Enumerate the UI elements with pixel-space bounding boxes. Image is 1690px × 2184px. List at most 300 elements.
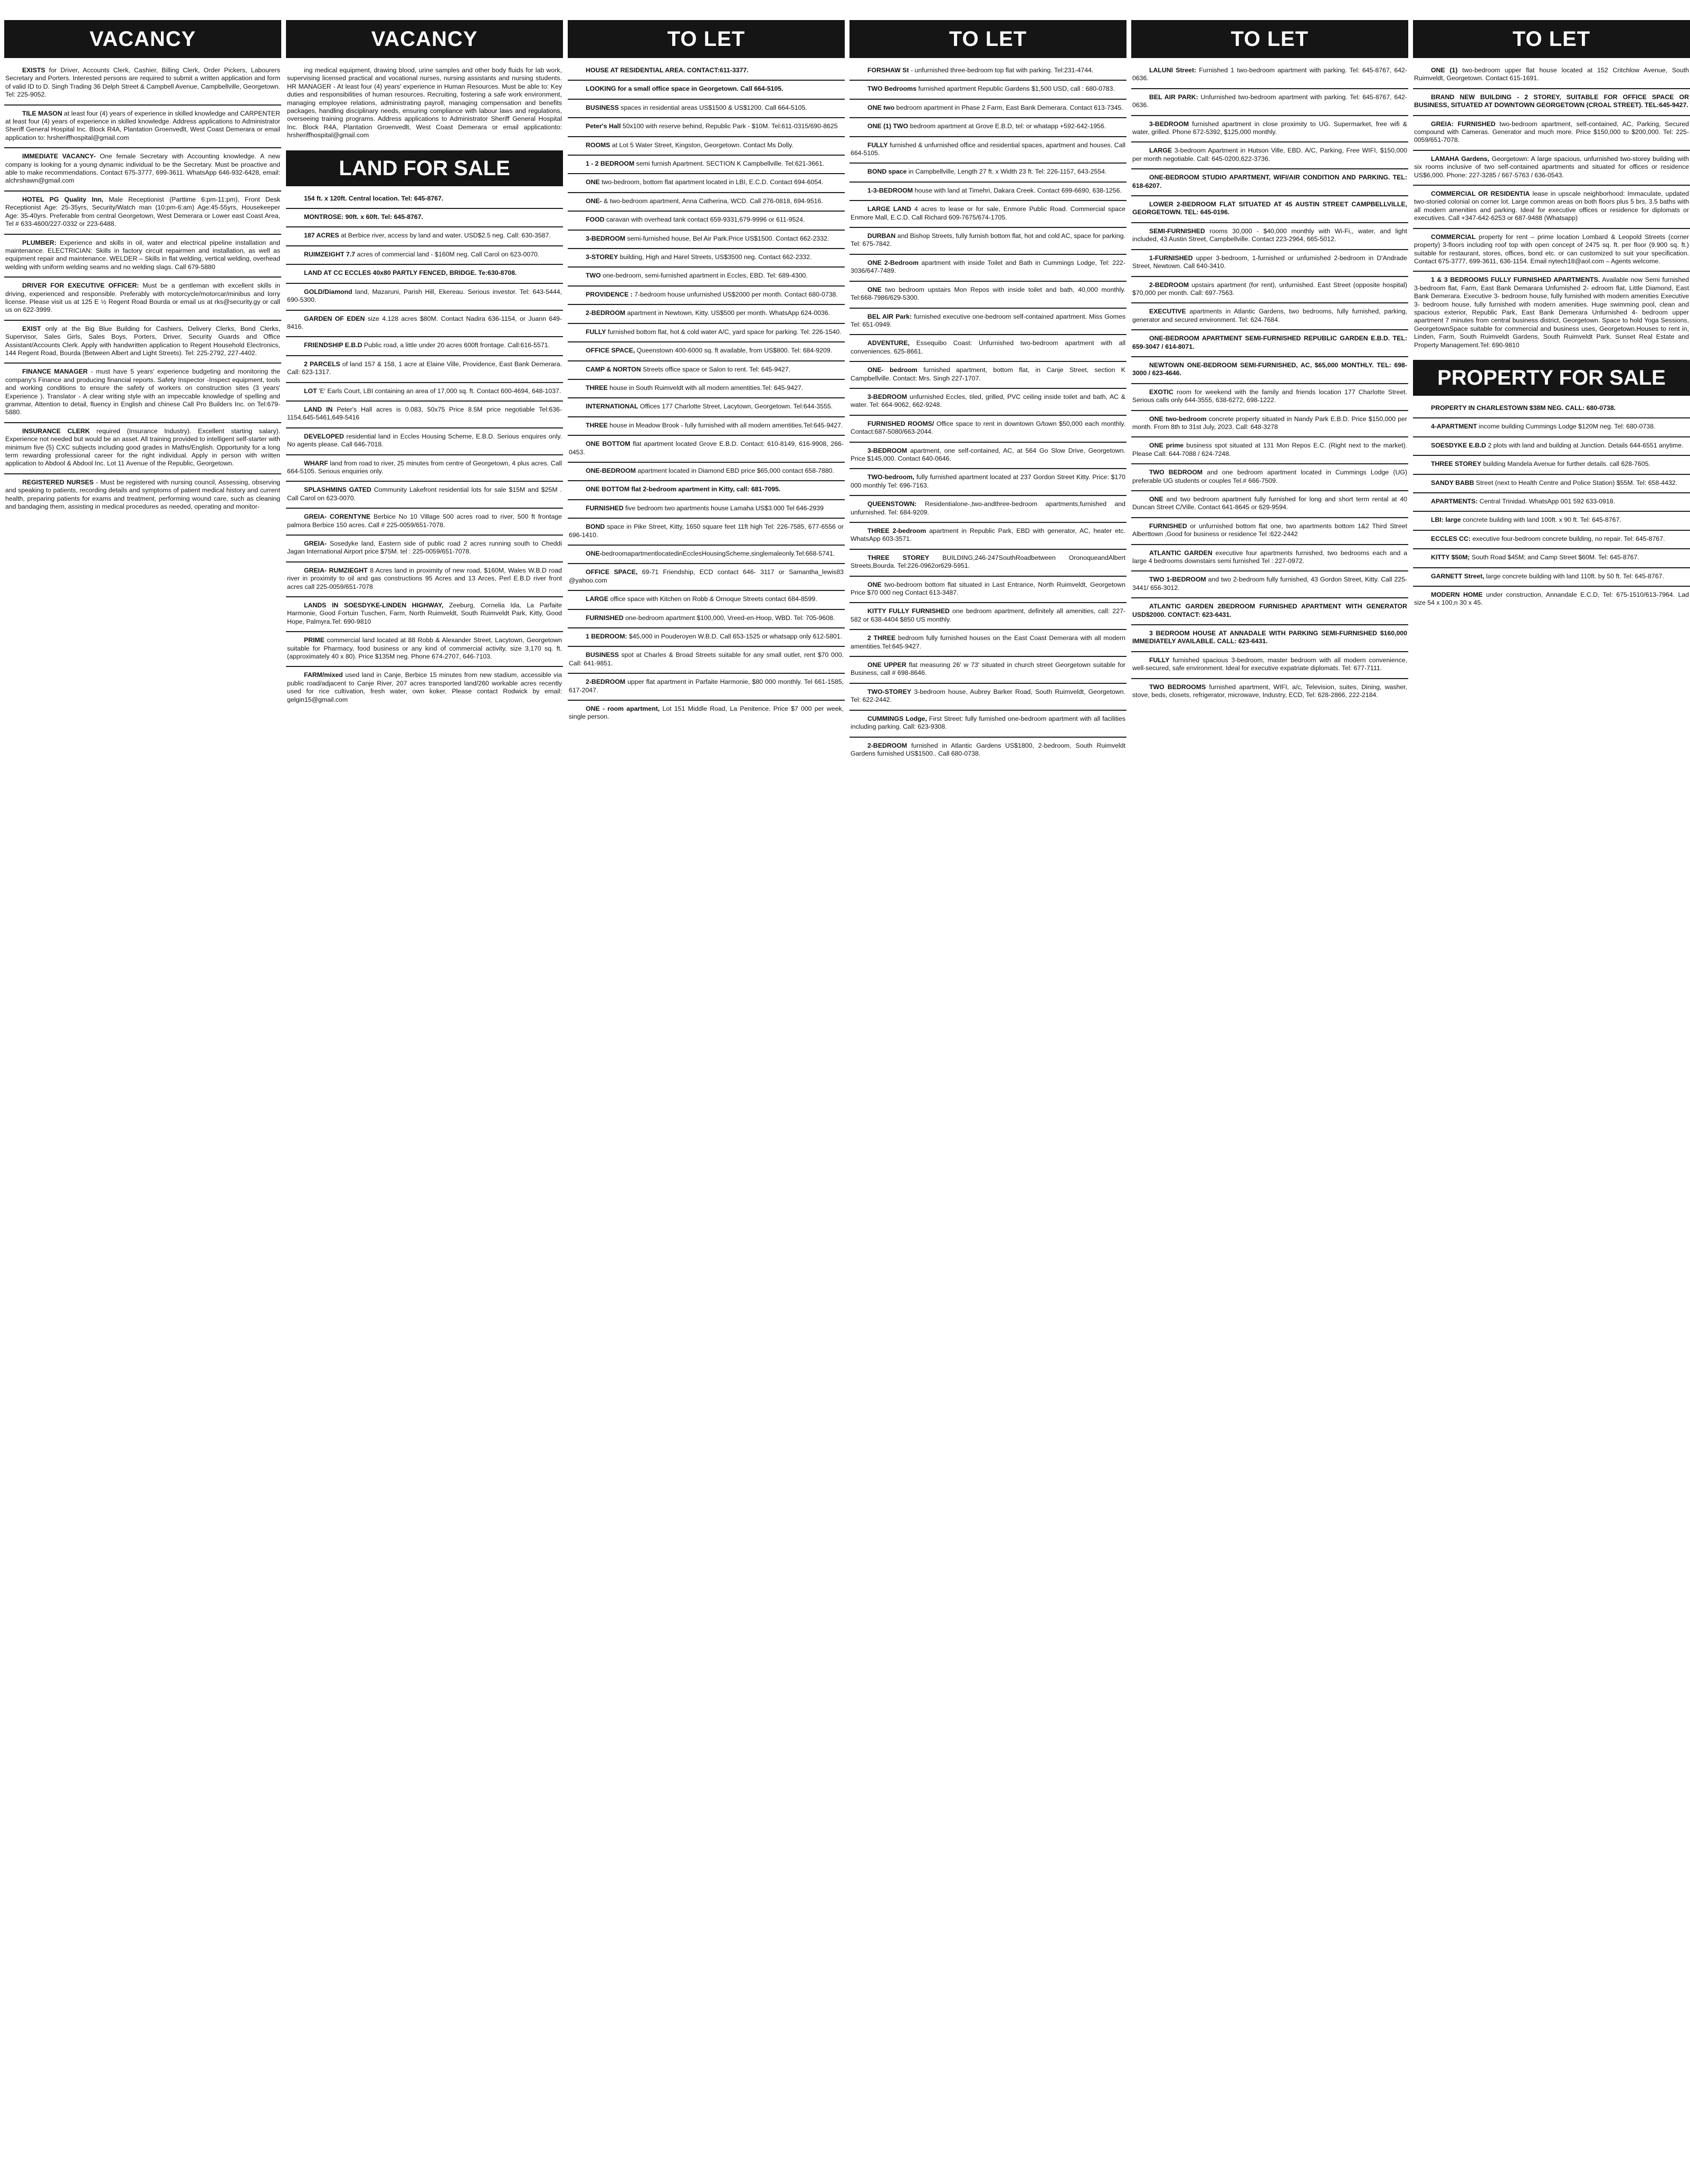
ad-lead: ONE-: [586, 197, 602, 205]
ad-list: [1413, 400, 1690, 613]
ad-lead: THREE STOREY: [1431, 460, 1482, 468]
classified-ad: [568, 417, 845, 436]
ad-lead: ADVENTURE,: [867, 339, 910, 347]
ad-lead: 187 ACRES: [304, 232, 339, 240]
column-header: TO LET: [1413, 20, 1690, 58]
ad-text: 2 plots with land and building at Junction. Details 644-6551 anytime.: [1486, 441, 1684, 449]
ad-text: Unfurnished two-bedroom apartment with parking. Tel: 645-8767, 642-0636.: [1132, 93, 1407, 109]
ad-lead: RUIMZEIGHT 7.7: [304, 250, 356, 258]
ad-lead: ATLANTIC GARDEN 2BEDROOM FURNISHED APARTMENT WITH GENERATOR USD$2000. CONTACT: 623-6431.: [1132, 603, 1407, 618]
ad-lead: THREE: [586, 421, 608, 429]
ad-lead: TWO: [586, 272, 601, 280]
ad-text: 7-bedroom house unfurnished US$2000 per month. Contact 680-0738.: [632, 290, 838, 298]
ad-text: for Driver, Accounts Clerk, Cashier, Billing Clerk, Order Pickers, Labourers Secretary and Porters. Interested persons are required to submit a written application and form of valid ID to D. Singh Trading 36 Delph Street & Campbell Avenue, Campbellville, Georgetown. Tel: 225-9052.: [5, 66, 280, 99]
classified-ad: [568, 674, 845, 701]
classified-ad: [568, 174, 845, 193]
ad-lead: 1-3-BEDROOM: [867, 186, 913, 194]
classified-ad: [849, 443, 1126, 470]
classified-ad: [1413, 62, 1690, 89]
ad-lead: 154 ft. x 120ft. Central location. Tel: 645-8767.: [304, 194, 444, 202]
classified-ad: [849, 389, 1126, 416]
ad-lead: COMMERCIAL: [1431, 233, 1476, 241]
classified-ad: [849, 603, 1126, 630]
ad-lead: CAMP & NORTON: [586, 365, 641, 373]
column-3: [568, 20, 845, 2184]
ad-text: at Berbice river, access by land and water. USD$2.5 neg. Call: 630-3587.: [339, 232, 551, 240]
ad-lead: EXECUTIVE: [1149, 308, 1186, 316]
ad-lead: TWO BEDROOM: [1149, 469, 1203, 476]
classified-ad: [286, 190, 563, 209]
classified-ad: [286, 246, 563, 265]
ad-text: apartment, one self-contained, AC, at 564 Go Slow Drive, Georgetown. Price $145,000. Contact 640-0646.: [851, 446, 1125, 462]
classified-ad: [286, 562, 563, 597]
ad-text: space in Pike Street, Kitty, 1650 square feet 11ft high Tel: 226-7585, 677-6556 or 696-1410.: [569, 523, 844, 539]
classified-ad: [1413, 418, 1690, 437]
ad-lead: EXOTIC: [1149, 388, 1173, 396]
ad-text: unfurnished Eccles, tiled, grilled, PVC ceiling inside toilet and bath, AC & water. Tel: 664-9062, 662-9248.: [851, 393, 1125, 409]
ad-text: furnished apartment, WIFI, a/c, Television, suites, Dining, washer, stove, beds, closets, refrigerator, microwave, Industry, ECD, Tel: 628-2866, 222-2184.: [1132, 683, 1407, 699]
ad-lead: FURNISHED ROOMS/: [867, 419, 934, 427]
ad-text: building, High and Harel Streets, US$3500 neg. Contact 662-2332.: [618, 253, 812, 261]
ad-lead: BEL AIR PARK:: [1149, 93, 1198, 101]
ad-lead: 3-STOREY: [586, 253, 618, 261]
classified-ad: [286, 284, 563, 311]
ad-lead: DEVELOPED: [304, 432, 344, 440]
ad-text: two-bedroom, bottom flat apartment located in LBI, E.C.D. Contact 694-6054.: [599, 178, 824, 186]
classified-ad: [1413, 512, 1690, 530]
ad-lead: IMMEDIATE VACANCY-: [22, 152, 96, 160]
classified-ad: [849, 62, 1126, 81]
ad-text: and two bedroom apartment fully furnished for long and short term rental at 40 Duncan Street C/Ville. Contact 641-8645 or 629-9594.: [1132, 495, 1407, 511]
ad-text: 3-bedroom house, Aubrey Barker Road, South Ruimveldt, Georgetown. Tel: 622-2442.: [851, 688, 1125, 704]
ad-lead: THREE STOREY: [867, 554, 930, 561]
ad-lead: ONE two: [867, 103, 895, 111]
ad-text: rooms 30,000 - $40,000 monthly with Wi-Fi,, water, and light included, 43 Austin Street, Campbellville. Contact 223-2964, 665-5012.: [1132, 227, 1407, 243]
ad-lead: LANDS IN SOESDYKE-LINDEN HIGHWAY,: [304, 602, 444, 609]
ad-lead: THREE: [586, 384, 608, 392]
classified-ad: [568, 398, 845, 417]
ad-lead: GREIA- RUMZIEGHT: [304, 566, 368, 574]
ad-lead: LARGE: [586, 595, 609, 603]
classified-ad: [1131, 142, 1408, 169]
ad-text: apartment with inside Toilet and Bath in Cummings Lodge, Tel: 222-3036/647-7489.: [851, 259, 1125, 275]
ad-list: [1131, 62, 1408, 705]
ad-lead: EXIST: [22, 325, 41, 332]
classified-ad: [849, 228, 1126, 255]
ad-lead: 2 THREE: [867, 634, 896, 642]
ad-text: Available now Semi furnished 3-bedroom flat, Farm, East Bank Demarara Unfurnished 2- edroom flat, Little Diamond, East Bank Demerara. Executive 3- bedroom house, fully furnished with modern amenities Executive 3- bedroom house, fully furnished with modern amenities. Huge swimming pool, clean and spacious exterior, Republic Park, East Bank Demerara Unfurnished 4- bedroom upper apartment 7 minutes from central business district, Georgetown. Space to hold Yoga Sessions, GeorgetownSpace suitable for commercial and business uses, Georgetown.Houses to rent in, Linden, Farm, South Ruimveldt Gardens, South Ruimveldt Park. Sunset Real Estate and Property Management.Tel: 690-9810: [1414, 276, 1689, 349]
ad-lead: ONE- bedroom: [867, 366, 918, 374]
ad-text: South Road $45M; and Camp Street $60M. Tel: 645-8767.: [1469, 554, 1639, 561]
classified-ad: [286, 667, 563, 709]
ad-text: Streets office space or Salon to rent. Tel: 645-9427.: [641, 365, 790, 373]
ad-text: under construction, Annandale E.C.D, Tel: 675-1510/613-7964. Lad size 54 x 100,n 30 x 45.: [1414, 591, 1689, 607]
ad-lead: 2 PARCELS: [304, 360, 340, 368]
classified-ad: [1131, 491, 1408, 518]
ad-text: lease in upscale neighborhood: Immaculate, updated two-storied colonial on corner lot. Large common areas on both floors plus 5 brs, 3.5 baths with all modern amenities and parking. Ideal for executive offices or residence for diplomats or executives. Call +347-642-6253 or 687-9488 (Whatsapp): [1414, 190, 1689, 222]
ad-text: 69-71 Friendship, ECD contact 646- 3117 or Samantha_lewis83 @yahoo.com: [569, 568, 844, 584]
classified-ad: [1413, 437, 1690, 456]
ad-text: Georgetown: A large spacious, unfurnished two-storey building with six rooms inclusive of two self-contained apartments and situated for offices or residence US$6,000. Phone: 227-3285 / 667-5763 / 636-0543.: [1414, 155, 1689, 179]
ad-lead: ONE-BEDROOM: [586, 466, 636, 474]
ad-text: Furnished 1 two-bedroom apartment with parking. Tel: 645-8767, 642-0636.: [1132, 66, 1407, 82]
ad-lead: MODERN HOME: [1431, 591, 1483, 599]
ad-text: First Street: fully furnished one-bedroom apartment with all facilities including parking. Call: 623-9308.: [851, 714, 1126, 731]
classified-ad: [568, 647, 845, 674]
ad-text: Sosedyke land, Eastern side of public road 2 acres running south to Cheddi Jagan International Airport price $75M. tel : 225-0059/651-7078.: [287, 540, 562, 556]
classified-ad: [849, 657, 1126, 684]
classified-ad: [1413, 456, 1690, 474]
classified-ad: [568, 156, 845, 174]
classified-ad: [4, 62, 281, 106]
ad-text: furnished executive one-bedroom self-contained apartment. Miss Gomes Tel: 651-0949.: [851, 312, 1125, 328]
classified-ad: [568, 118, 845, 137]
ad-lead: TWO 1-BEDROOM: [1149, 576, 1206, 584]
classified-ad: [1413, 568, 1690, 587]
ad-text: Public road, a little under 20 acres 600ft frontage. Call:616-5571.: [362, 341, 550, 349]
ad-text: Berbice No 10 Village 500 acres road to river, 500 ft frontage palmora Berbice 150 acres. Call # 225-0059/651-7078.: [287, 513, 562, 529]
ad-lead: 3 BEDROOM HOUSE AT ANNADALE WITH PARKING SEMI-FURNISHED $160,000 IMMEDIATELY AVAILABLE. CALL: 623-6431.: [1132, 630, 1407, 645]
ad-text: $45,000 in Pouderoyen W.B.D. Call 653-1525 or whatsapp only 612-5801.: [627, 633, 843, 640]
classified-ad: [849, 137, 1126, 164]
classified-ad: [849, 711, 1126, 738]
ad-lead: GARDEN OF EDEN: [304, 314, 365, 322]
ad-text: Street (next to Health Centre and Police Station) $55M. Tel: 658-4432.: [1474, 479, 1678, 487]
ad-text: furnished apartment, bottom flat, in Canje Street, section K Campbellville. Contact: Mrs. Singh 227-1707.: [851, 366, 1126, 382]
classified-ad: [1131, 652, 1408, 679]
ad-lead: OFFICE SPACE,: [586, 347, 635, 355]
classified-ad: [849, 523, 1126, 550]
ad-lead: 1 - 2 BEDROOM: [586, 160, 635, 168]
ad-text: furnished spacious 3-bedroom, master bedroom with all modern convenience, well-secured, safe environment. Ideal for executive expatriate diplomats. Tel: 677-7111.: [1132, 656, 1407, 672]
ad-lead: 3-BEDROOM: [867, 446, 908, 454]
ad-lead: SEMI-FURNISHED: [1149, 227, 1205, 235]
ad-lead: BOND: [586, 523, 605, 531]
ad-lead: COMMERCIAL OR RESIDENTIA: [1431, 190, 1530, 198]
classified-ad: [849, 496, 1126, 523]
classified-ad: [568, 100, 845, 118]
classified-ad: [568, 231, 845, 249]
classified-ad: [568, 342, 845, 361]
ad-text: furnished apartment in close proximity to UG. Supermarket, free wifi & water, grilled. Phone 672-5392, $125,000 monthly.: [1132, 120, 1407, 136]
ad-lead: INSURANCE CLERK: [22, 427, 90, 435]
ad-text: upper 3-bedroom, 1-furnished or unfurnished 2-bedroom in D'Andrade Street, Newtown. Call 640-3410.: [1132, 254, 1407, 270]
ad-lead: LOWER 2-BEDROOM FLAT SITUATED AT 45 AUSTIN STREET CAMPBELLVILLE, GEORGETOWN. TEL: 645-0196.: [1132, 201, 1407, 216]
ad-lead: BUSINESS: [586, 103, 619, 111]
classified-ad: [849, 738, 1126, 764]
ad-text: acres of commercial land - $160M neg. Call Carol on 623-0070.: [355, 250, 540, 258]
ad-text: concrete property situated in Nandy Park E.B.D. Price $150,000 per month. From 8th to 31st July, 2023. Call: 648-3278: [1132, 415, 1407, 431]
classified-ad: [1131, 598, 1408, 625]
classified-ad: [568, 249, 845, 268]
classified-ad: [568, 137, 845, 156]
ad-text: apartments in Atlantic Gardens, two bedrooms, fully furnished, parking, generator and secured environment. Tel: 624-7684.: [1132, 308, 1407, 323]
classified-ad: [849, 684, 1126, 711]
classified-ad: [1413, 116, 1690, 151]
classified-ad: [1131, 625, 1408, 652]
ad-text: furnished bottom flat, hot & cold water A/C, yard space for parking. Tel: 226-1540.: [606, 328, 842, 336]
classified-ad: [1413, 272, 1690, 355]
ad-lead: FULLY: [1149, 656, 1170, 664]
ad-lead: SOESDYKE E.B.D: [1431, 441, 1486, 449]
classified-ad: [286, 428, 563, 455]
classified-ad: [568, 564, 845, 591]
ad-text: size 4.128 acres $80M. Contact Nadira 636-1154, or Juann 649-8416.: [287, 314, 562, 330]
ad-text: house with land at Timehri, Dakara Creek. Contact 699-6690, 638-1256.: [913, 186, 1122, 194]
ad-text: spaces in residential areas US$1500 & US$1200. Call 664-5105.: [618, 103, 807, 111]
ad-lead: ONE (1): [1431, 66, 1458, 74]
classified-ad: [568, 361, 845, 380]
ad-text: Must be a gentleman with excellent skills in driving, experienced and responsible. Preferably with motorcycle/motorcar/minibus and lorry license. Please visit us at 125 E ½ Regent Road Bourda or email us at rks@security.gy or call us on 622-3999.: [5, 282, 280, 314]
classified-ad: [1131, 169, 1408, 196]
ad-lead: ONE UPPER: [867, 661, 906, 669]
classified-ad: [568, 436, 845, 463]
ad-text: business spot situated at 131 Mon Repos E.C. (Right next to the market). Please Call: 644-7088 / 624-7248.: [1132, 442, 1407, 457]
classified-ad: [1131, 250, 1408, 277]
ad-lead: LOOKING for a small office space in Georgetown. Call 664-5105.: [586, 85, 784, 93]
classified-ad: [1413, 229, 1690, 272]
ad-text: Central Trinidad. WhatsApp 001 592 633-0918.: [1477, 498, 1616, 505]
ad-lead: ONE (1) TWO: [867, 122, 909, 130]
ad-text: large concrete building with land 110ft. by 50 ft. Tel: 645-8767.: [1484, 572, 1664, 580]
ad-lead: LAND IN: [304, 405, 333, 413]
ad-text: Offices 177 Charlotte Street, Lacytown, Georgetown. Tel:644-3555.: [638, 403, 833, 411]
ad-lead: LARGE LAND: [867, 205, 912, 213]
column-header: VACANCY: [4, 20, 281, 58]
classified-ad: [849, 362, 1126, 389]
ad-lead: WHARF: [304, 459, 328, 467]
classified-ad: [568, 324, 845, 342]
classified-ad: [286, 209, 563, 227]
ad-text: Peter's Hall acres is 0.083, 50x75 Price 8.5M price negotiable Tel:636-1154,645-5461,649-5416: [287, 405, 562, 422]
ad-lead: HOTEL PG Quality Inn,: [22, 195, 103, 203]
ad-text: room for weekend with the family and friends location 177 Charlotte Street. Serious calls only 644-3555, 638-6272, 698-1222.: [1132, 388, 1407, 404]
column-1: [4, 20, 281, 2184]
classified-ad: [849, 335, 1126, 362]
ad-lead: INTERNATIONAL: [586, 403, 638, 411]
ad-lead: ATLANTIC GARDEN: [1149, 549, 1212, 557]
ad-lead: THREE 2-bedroom: [867, 527, 927, 535]
ad-text: flat apartment located Grove E.B.D. Contact: 610-8149, 616-9908, 266-0453.: [569, 440, 844, 456]
ad-lead: QUEENSTOWN:: [867, 500, 917, 508]
ad-text: only at the Big Blue Building for Cashiers, Delivery Clerks, Bond Clerks, Supervisor, Sales Girls, Sales Boys, Porters, Driver, Security Guards and Office Assistant/Accounts Clerk. Apply with handwritten application to Regent Household Electronics, 144 Regent Road, Bourda (Between Albert and Light Streets). Tel: 225-2792, 227-4402.: [5, 325, 280, 357]
ad-lead: 2-BEDROOM: [586, 678, 626, 686]
ad-lead: REGISTERED NURSES: [22, 478, 94, 486]
ad-lead: FRIENDSHIP E.B.D: [304, 341, 362, 349]
ad-text: Experience and skills in oil, water and electrical pipeline installation and maintenance. ELECTRICIAN: Skills in factory circuit repairmen and installation, as well as equipment repair and maintenance. WELDER – Skills in flat welding, vertical welding, overhead welding with uniform welding seams and no welding slags. Call 679-5880: [5, 239, 280, 271]
ad-lead: TWO BEDROOMS: [1149, 683, 1206, 691]
ad-text: one bedroom apartment, definitely all amenities, call: 227-582 or 638-4404 $850 US monthly.: [851, 607, 1125, 623]
ad-lead: CUMMINGS Lodge,: [867, 714, 927, 722]
classified-ad: [286, 632, 563, 667]
column-6: [1413, 20, 1690, 2184]
ad-lead: ROOMS: [586, 141, 610, 149]
classified-ad: [1131, 116, 1408, 143]
ad-text: One female Secretary with Accounting knowledge. A new company is looking for a young dynamic individual to be the Secretary. Must be proactive and able to make recommendations. Contact 675-3777, 699-3611. WhatsApp 646-932-6428, email: alchrshawn@gmail.com: [5, 152, 280, 185]
classified-ad: [286, 227, 563, 246]
ad-lead: BOND space: [867, 168, 907, 176]
ad-lead: 4-APARTMENT: [1431, 423, 1477, 431]
ad-lead: 3-BEDROOM: [586, 234, 626, 242]
column-header: TO LET: [1131, 20, 1408, 58]
ad-text: and one bedroom apartment located in Cummings Lodge (UG) preferable UG students or couples Tel.# 666-7509.: [1132, 469, 1407, 484]
ad-lead: EXISTS: [22, 66, 45, 74]
ad-list: [286, 190, 563, 709]
classified-ad: [1413, 531, 1690, 549]
classified-ad: [849, 100, 1126, 118]
ad-lead: ONE two-bedroom: [1149, 415, 1207, 423]
ad-text: house in South Ruimveldt with all modern amentities.Tel: 645-9427.: [607, 384, 804, 392]
classified-ad: [568, 500, 845, 519]
ad-lead: 3-BEDROOM: [867, 393, 908, 400]
ad-text: executive four apartments furnished, two bedrooms each and a large 4 bedrooms downstairs semi furnished Tel : 227-0972.: [1132, 549, 1407, 565]
ad-lead: SANDY BABB: [1431, 479, 1474, 487]
classified-ad: [568, 519, 845, 546]
ad-lead: ONE-BEDROOM STUDIO APARTMENT, WIFI/AIR CONDITION AND PARKING. TEL: 618-6207.: [1132, 174, 1407, 189]
classified-ad: [1413, 475, 1690, 493]
classified-ad: [1131, 571, 1408, 598]
ad-text: residential land in Eccles Housing Scheme, E.B.D. Serious enquires only. No agents please. Call 646-7018.: [287, 432, 562, 449]
classified-ad: [568, 305, 845, 323]
ad-lead: Peter's Hall: [586, 122, 621, 130]
ad-lead: PROPERTY IN CHARLESTOWN $38M NEG. CALL: 680-0738.: [1431, 404, 1616, 412]
ad-text: office space with Kitchen on Robb & Ornoque Streets contact 684-8599.: [608, 595, 817, 603]
ad-lead: LAND AT CC ECCLES 40x80 PARTLY FENCED, BRIDGE. Te:630-8708.: [304, 269, 517, 277]
classified-ad: [4, 192, 281, 235]
ad-text: Community Lakefront residential lots for sale $15M and $25M . Call Carol on 623-0070.: [287, 486, 562, 502]
ad-list: [286, 62, 563, 145]
classified-ad: [568, 610, 845, 628]
column-2: [286, 20, 563, 2184]
ad-text: Zeeburg, Cornelia Ida, La Parfaite Harmonie, Good Fortuin Tuschen, Farm, North Ruimveldt, South Ruimveldt Park, Kitty, Good Hope, Palmyra.Tel: 690-9810: [287, 602, 562, 625]
classified-ad: [849, 416, 1126, 443]
ad-text: house in Meadow Brook - fully furnished with all modern amentities.Tel:645-9427.: [607, 421, 843, 429]
ad-lead: ONE prime: [1149, 442, 1184, 450]
column-5: [1131, 20, 1408, 2184]
ad-lead: GOLD/Diamond: [304, 288, 352, 295]
section-header: LAND FOR SALE: [286, 150, 563, 186]
classified-ad: [1413, 89, 1690, 116]
ad-text: apartment located in Diamond EBD price $65,000 contact 658-7880.: [635, 466, 834, 474]
classified-ad: [849, 309, 1126, 336]
ad-text: upstairs apartment (for rent), unfurnished. East Street (opposite hospital) $70,000 per month. Call: 697-7563.: [1132, 281, 1407, 297]
ad-lead: ONE 2-Bedroom: [867, 259, 919, 266]
classified-ad: [1131, 196, 1408, 223]
classified-ad: [1131, 384, 1408, 411]
ad-lead: BEL AIR Park:: [867, 312, 912, 320]
classified-ad: [568, 546, 845, 564]
ad-text: flat measuring 26' w 73' situated in church street Georgetown suitable for Business, call # 698-8646.: [851, 661, 1125, 677]
ad-text: of land 157 & 158, 1 acre at Elaine Ville, Providence, East Bank Demerara. Call: 623-1317.: [287, 360, 562, 376]
classified-ad: [849, 164, 1126, 182]
classified-ad: [1413, 549, 1690, 568]
ad-lead: FURNISHED: [586, 504, 624, 512]
classified-ad: [1131, 357, 1408, 384]
ad-lead: FULLY: [867, 141, 888, 149]
classified-ad: [568, 591, 845, 609]
ad-lead: FURNISHED: [1149, 522, 1187, 530]
ad-lead: BUSINESS: [586, 651, 619, 659]
ad-lead: GREIA-: [304, 540, 327, 547]
classified-ad: [286, 597, 563, 632]
classified-ad: [286, 337, 563, 356]
classified-ad: [1131, 303, 1408, 330]
ad-lead: FOOD: [586, 216, 605, 224]
ad-lead: ONE BOTTOM flat 2-bedroom apartment in Kitty, call: 681-7095.: [586, 485, 781, 493]
ad-lead: 2-BEDROOM: [586, 309, 626, 317]
ad-lead: ONE: [586, 178, 600, 186]
classified-ad: [1131, 223, 1408, 250]
ad-text: bedroom fully furnished houses on the East Coast Demerara with all modern amentities.Tel:645-9427.: [851, 634, 1125, 650]
classified-ad: [1413, 151, 1690, 186]
classified-ad: [1131, 277, 1408, 304]
classified-ad: [1131, 518, 1408, 545]
ad-text: two-bedroom bottom flat situated in Last Entrance, North Ruimveldt, Georgetown Price $70 000 neg Contact 613-3487.: [851, 580, 1125, 597]
ad-list: [568, 62, 845, 727]
classified-ad: [4, 364, 281, 423]
ad-text: fully furnished apartment located at 237 Gordon Street Kitty. Price: $170 000 monthly Tel: 696-7163.: [851, 473, 1125, 489]
ad-text: Residentialone-,two-andthree-bedroom apartments,furnished and unfurnished. Tel: 684-9209.: [851, 500, 1125, 516]
classified-ad: [568, 62, 845, 81]
classified-ad: [286, 455, 563, 482]
ad-text: bedroomapartmentlocatedinEcclesHousingScheme,singlemaleonly.Tel:668-5741.: [601, 549, 835, 557]
classified-ad: [286, 482, 563, 509]
classified-ad: [1131, 62, 1408, 89]
ad-lead: FORSHAW St: [867, 66, 909, 74]
ad-lead: GREIA: FURNISHED: [1431, 120, 1496, 128]
ad-text: and two 2-bedroom fully furnished, 43 Gordon Street, Kitty. Call 225- 3441/ 656-3012.: [1132, 576, 1407, 592]
ad-text: apartment in Republic Park, EBD with generator, AC, heater etc. WhatsApp 603-3571.: [851, 527, 1125, 543]
ad-text: required (Insurance Industry). Excellent starting salary). Experience not needed but would be an asset. All training provided to intelligent self-starter with minimum five (5) CXC subjects including good grades in Maths/English. Opportunity for a long term rewarding professional career for the right individual. Apply in person with written application to Abdool & Abdool Inc. Lot 11 Avenue of the Republic, Georgetown.: [5, 427, 280, 468]
ad-lead: PRIME: [304, 636, 324, 644]
classified-ad: [849, 118, 1126, 137]
classified-ad: [568, 701, 845, 727]
ad-lead: MONTROSE: 90ft. x 60ft. Tel: 645-8767.: [304, 213, 423, 221]
classified-ad: [286, 509, 563, 536]
ad-lead: TWO-bedroom,: [867, 473, 914, 481]
classified-ad: [4, 474, 281, 517]
ad-lead: LARGE: [1149, 147, 1172, 155]
ad-text: Lot 151 Middle Road, La Penitence. Price $7 000 per week, single person.: [569, 705, 844, 721]
ad-text: bedroom apartment in Phase 2 Farm, East Bank Demerara. Contact 613-7345.: [894, 103, 1123, 111]
classified-ad: [286, 311, 563, 338]
ad-text: two bedroom upstairs Mon Repos with inside toilet and bath, 40,000 monthly. Tel:668-7986/629-5300.: [851, 285, 1125, 302]
ad-text: & two-bedroom apartment, Anna Catherina, WCD. Call 276-0818, 694-9516.: [601, 197, 823, 205]
ad-lead: LALUNI Street:: [1149, 66, 1197, 74]
classified-ad: [4, 423, 281, 474]
ad-text: furnished in Atlantic Gardens US$1800, 2-bedroom, South Ruimveldt Gardens furnished US$1500.. Call 680-0738.: [851, 741, 1125, 757]
classified-ad: [286, 383, 563, 402]
classified-ad: [1413, 400, 1690, 418]
ad-text: BUILDING,246-247SouthRoadbetween OronoqueandAlbert Streets,Bourda. Tel:226-0962or629-5951.: [851, 554, 1125, 570]
classified-ad: [4, 321, 281, 364]
classified-ad: [1131, 89, 1408, 116]
ad-text: 8 Acres land in proximity of new road, $160M, Wales W.B.D road river in proximity to oil and gas constructions 95 Acres and 13 Arces, Perl E.B.D river front acres call 225-0059/651-7078: [287, 566, 562, 590]
column-header: TO LET: [568, 20, 845, 58]
ad-text: spot at Charles & Broad Streets suitable for any small outlet, rent $70 000. Call: 641-9851.: [569, 651, 844, 667]
ad-lead: 2-BEDROOM: [1149, 281, 1189, 289]
ad-lead: SPLASHMINS GATED: [304, 486, 371, 494]
ad-text: furnished apartment Republic Gardens $1,500 USD, call : 680-0783.: [916, 85, 1115, 93]
ad-lead: HOUSE AT RESIDENTIAL AREA. CONTACT:611-3377.: [586, 66, 749, 74]
ad-lead: LBI: large: [1431, 516, 1461, 524]
ad-list: [4, 62, 281, 516]
ad-text: one-bedroom apartment $100,000, Vreed-en-Hoop, WBD. Tel: 705-9608.: [623, 614, 835, 622]
classified-ad: [4, 106, 281, 149]
ad-text: used land in Canje, Berbice 15 minutes from new stadium, accessible via public road/adjacent to Canje River, 207 acres transported land/260 workable acres recently used for rice cultivation, fresh water, own koker. Please contact Rodwick by email: gelgin15@gmail.com: [287, 671, 562, 703]
ad-text: at Lot 5 Water Street, Kingston, Georgetown. Contact Ms Dolly.: [610, 141, 794, 149]
ad-lead: 1-FURNISHED: [1149, 254, 1193, 262]
